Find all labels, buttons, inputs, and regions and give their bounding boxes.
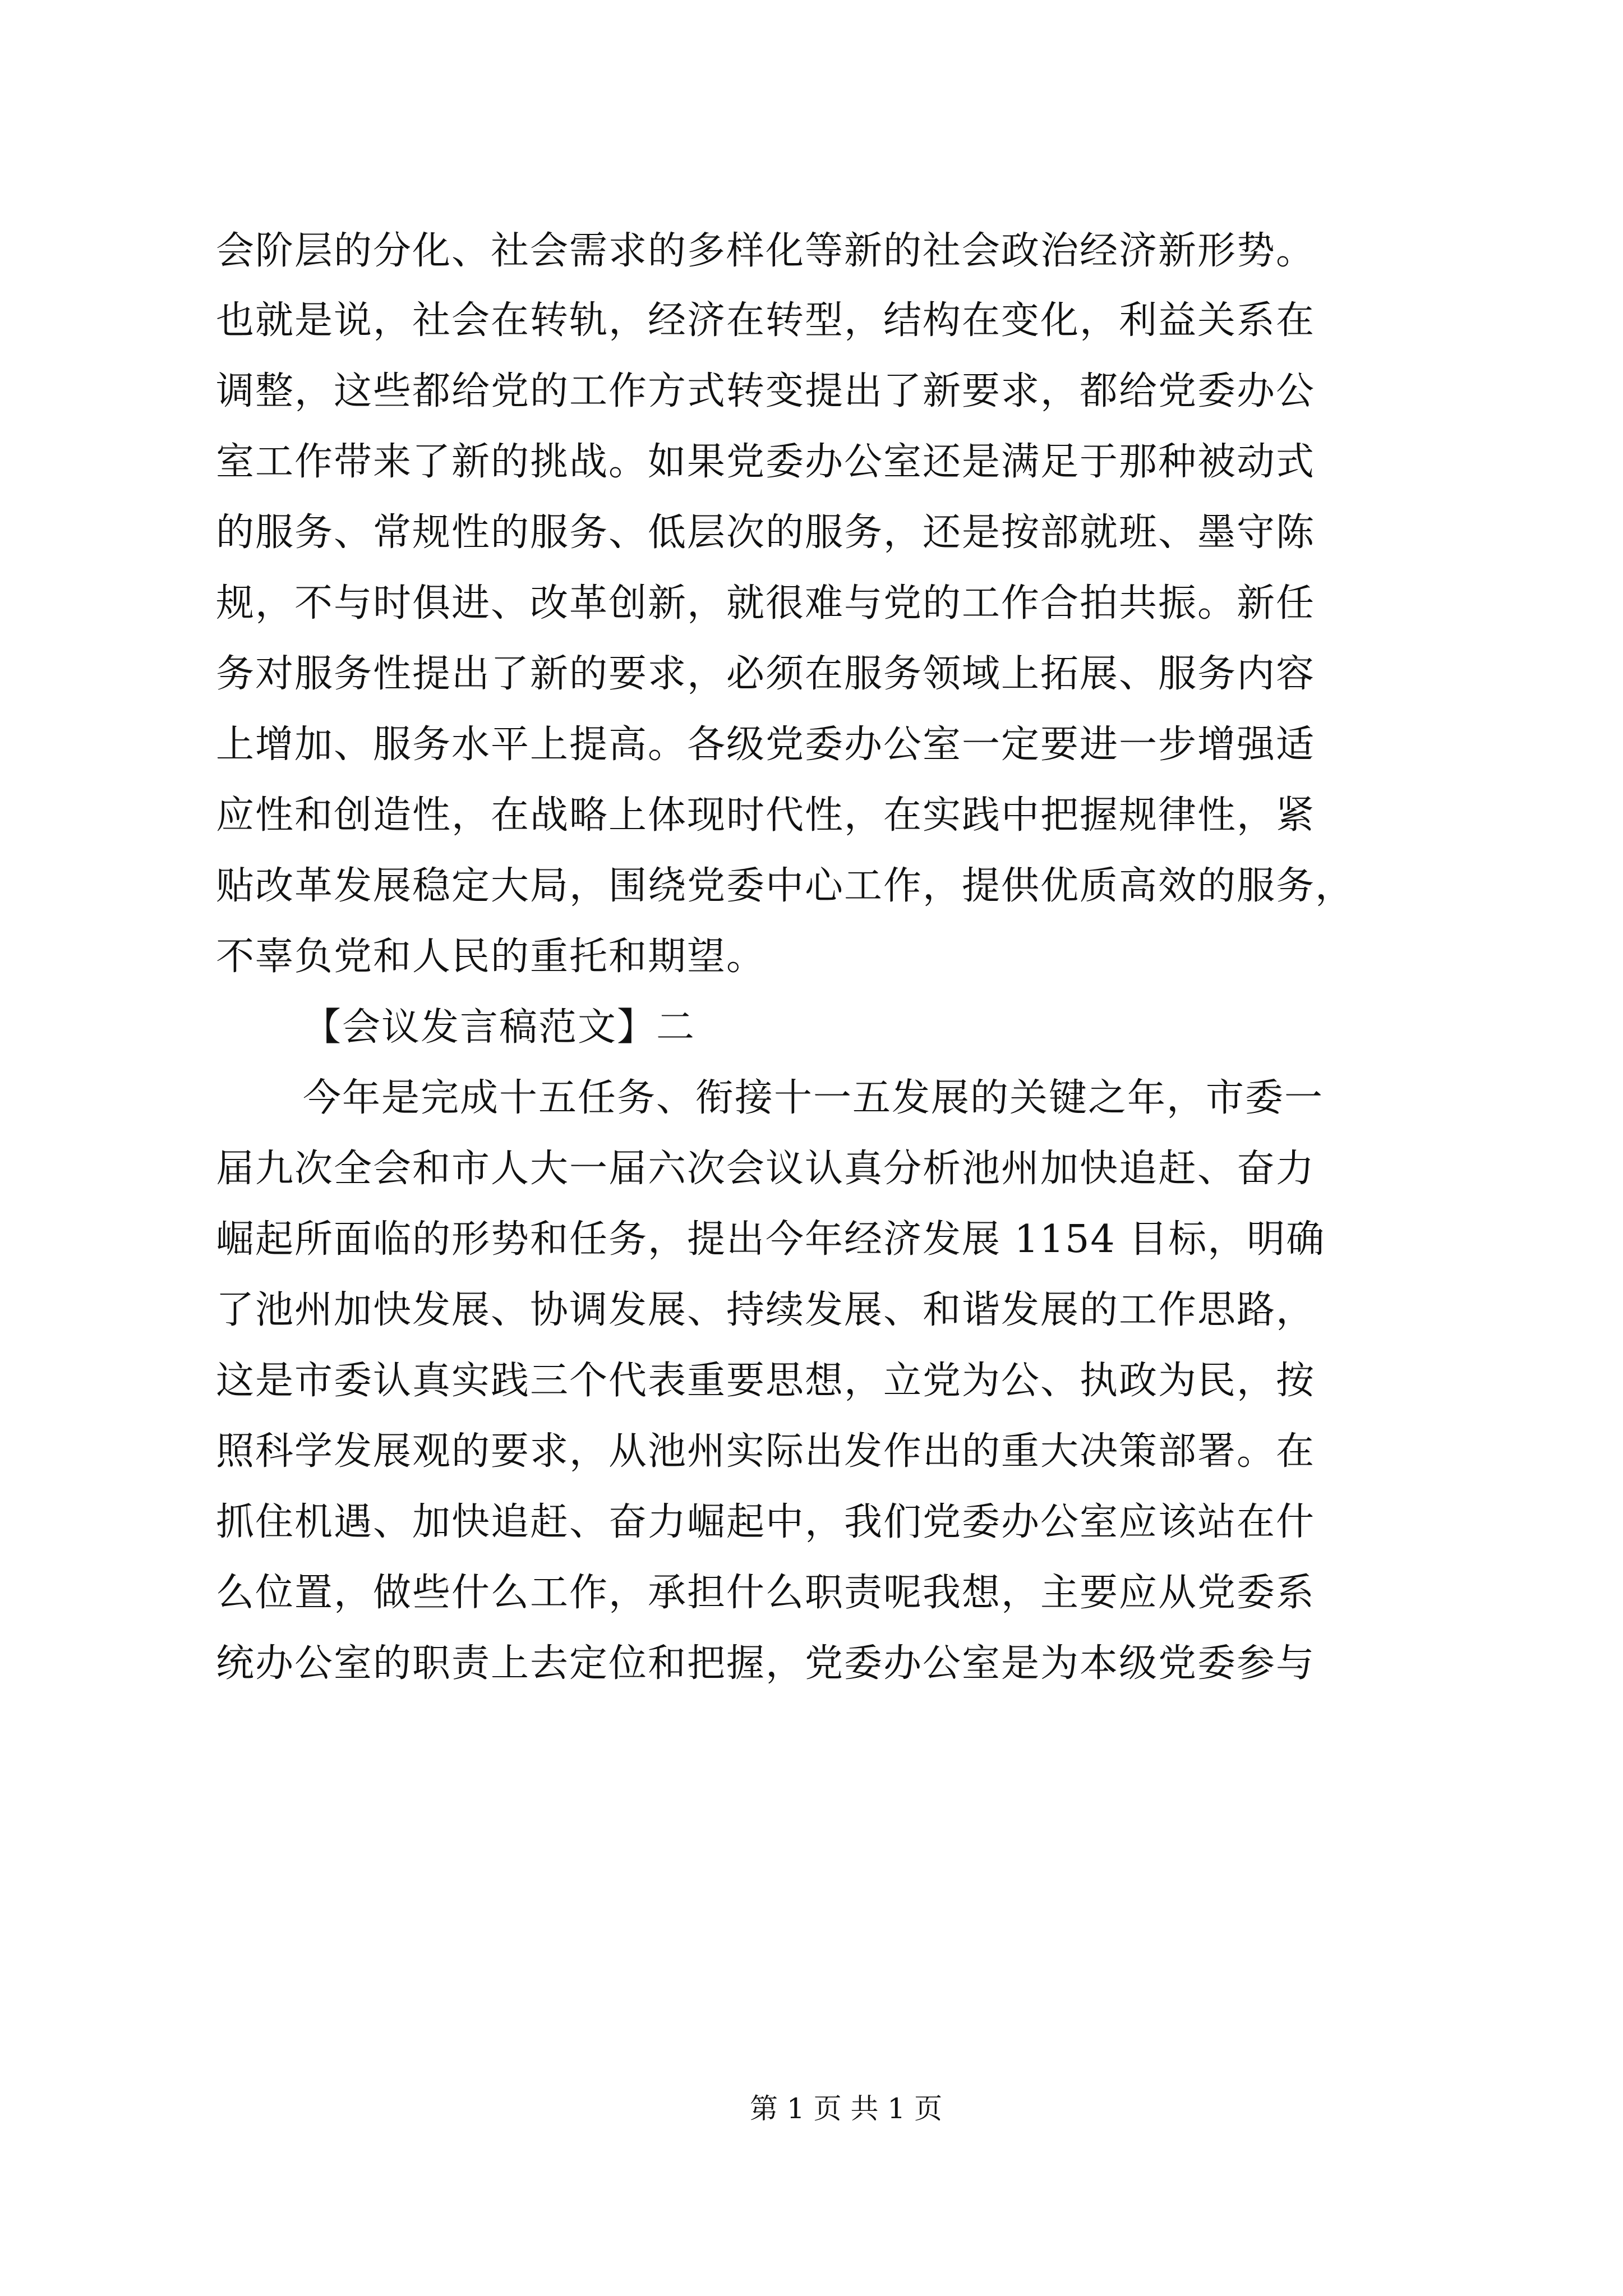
- text-line: 室工作带来了新的挑战。如果党委办公室还是满足于那种被动式: [216, 440, 1316, 484]
- text-line: 调整，这些都给党的工作方式转变提出了新要求，都给党委办公: [216, 369, 1316, 413]
- text-line: 上增加、服务水平上提高。各级党委办公室一定要进一步增强适: [216, 723, 1316, 767]
- text-line: 应性和创造性，在战略上体现时代性，在实践中把握规律性，紧: [216, 793, 1316, 838]
- text-line: 规，不与时俱进、改革创新，就很难与党的工作合拍共振。新任: [216, 581, 1316, 625]
- text-line: 会阶层的分化、社会需求的多样化等新的社会政治经济新形势。: [216, 229, 1316, 273]
- text-line: 统办公室的职责上去定位和把握，党委办公室是为本级党委参与: [216, 1641, 1316, 1686]
- text-line: 照科学发展观的要求，从池州实际出发作出的重大决策部署。在: [216, 1429, 1316, 1474]
- text-line: 的服务、常规性的服务、低层次的服务，还是按部就班、墨守陈: [216, 510, 1316, 555]
- text-line: 也就是说，社会在转轨，经济在转型，结构在变化，利益关系在: [216, 298, 1316, 343]
- page-number-footer: 第 1 页 共 1 页: [750, 2092, 943, 2125]
- text-line: 这是市委认真实践三个代表重要思想，立党为公、执政为民，按: [216, 1359, 1316, 1403]
- text-line: 抓住机遇、加快追赶、奋力崛起中，我们党委办公室应该站在什: [216, 1500, 1316, 1544]
- text-line: 么位置，做些什么工作，承担什么职责呢我想，主要应从党委系: [216, 1571, 1316, 1615]
- text-line: 贴改革发展稳定大局，围绕党委中心工作，提供优质高效的服务，: [216, 864, 1355, 908]
- text-line: 了池州加快发展、协调发展、持续发展、和谐发展的工作思路，: [216, 1288, 1316, 1332]
- text-line: 务对服务性提出了新的要求，必须在服务领域上拓展、服务内容: [216, 652, 1316, 696]
- text-line: 不辜负党和人民的重托和期望。: [216, 935, 766, 979]
- section-heading: 【会议发言稿范文】二: [303, 1005, 696, 1050]
- text-line: 今年是完成十五任务、衔接十一五发展的关键之年，市委一: [303, 1076, 1324, 1120]
- text-line: 崛起所面临的形势和任务，提出今年经济发展 1154 目标，明确: [216, 1217, 1326, 1262]
- text-line: 届九次全会和市人大一届六次会议认真分析池州加快追赶、奋力: [216, 1147, 1316, 1191]
